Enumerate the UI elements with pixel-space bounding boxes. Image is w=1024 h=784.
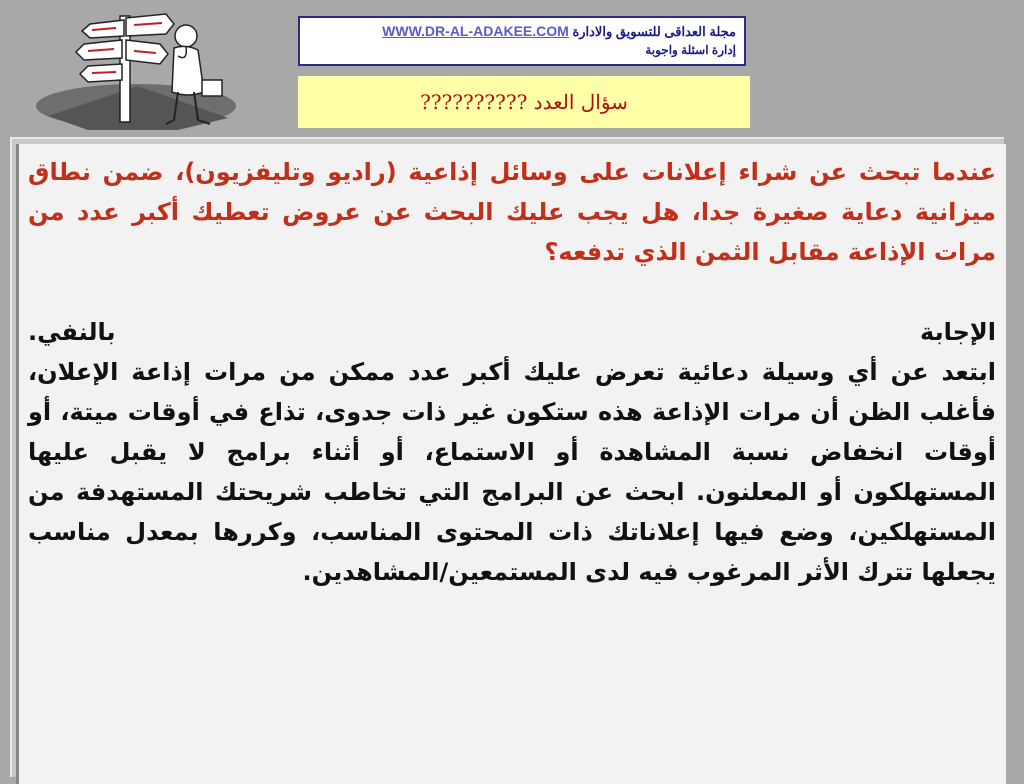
question-text: عندما تبحث عن شراء إعلانات على وسائل إذاعية (راديو وتليفزيون)، ضمن نطاق ميزانية دعاية صغيرة جدا، هل يجب عليك البحث عن عروض تعطيك أكبر عدد من مرات الإذاعة مقابل الثمن الذي تدفعه؟ <box>28 158 996 266</box>
magazine-header <box>298 16 746 66</box>
answer-body: ابتعد عن أي وسيلة دعائية تعرض عليك أكبر عدد ممكن من مرات إذاعة الإعلان، فأغلب الظن أن مرات الإذاعة هذه ستكون غير ذات جدوى، تذاع في أوقات ميتة، أو أوقات انخفاض نسبة المشاهدة أو الاستماع، أو أثناء برامج لا يقبل عليها المستهلكون أو المعلنون. ابحث عن البرامج التي تخاطب شريحتك المستهدفة من المستهلكين، وضع فيها إعلاناتك ذات المحتوى المناسب، وكررها بمعدل مناسب يجعلها تترك الأثر المرغوب فيه لدى المستمعين/المشاهدين. <box>28 358 996 586</box>
spacer <box>28 272 996 312</box>
signpost-thinker-illustration <box>28 6 240 132</box>
issue-label: سؤال العدد ?????????? <box>420 90 628 114</box>
issue-question-banner <box>298 76 750 128</box>
header-title-line <box>308 22 736 41</box>
qa-content <box>28 152 996 592</box>
magazine-title: مجلة العداقى للتسويق والادارة <box>572 24 736 39</box>
answer-heading <box>28 312 996 352</box>
website-link[interactable]: WWW.DR-AL-ADAKEE.COM <box>382 23 569 39</box>
header-subtitle: إدارة اسئلة واجوبة <box>645 43 736 57</box>
answer-label: الإجابة <box>920 318 996 346</box>
answer-verdict: بالنفي. <box>28 318 116 346</box>
